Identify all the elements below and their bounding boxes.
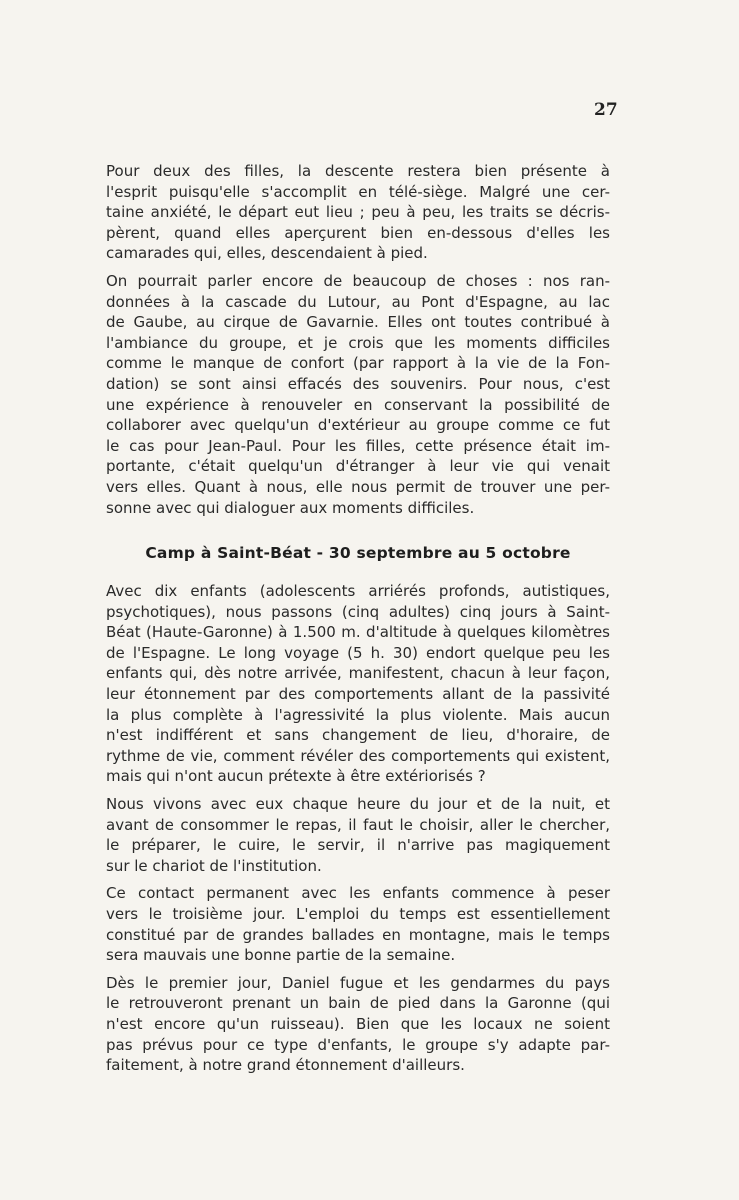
text-line: pèrent, quand elles aperçurent bien en-dessous d'elles les [106, 223, 610, 242]
text-line: portante, c'était quelqu'un d'étranger à leur vie qui venait [106, 457, 610, 476]
text-line: avant de consommer le repas, il faut le choisir, aller le chercher, [106, 815, 610, 834]
body-text [106, 161, 610, 1076]
text-line: l'ambiance du groupe, et je crois que les moments difficiles [106, 333, 610, 352]
text-line: camarades qui, elles, descendaient à pied. [106, 244, 428, 263]
text-line: une expérience à renouveler en conservant la possibilité de [106, 395, 610, 414]
paragraph [106, 161, 610, 264]
text-line: sera mauvais une bonne partie de la semaine. [106, 946, 456, 965]
text-line: comme le manque de confort (par rapport à la vie de la Fon- [106, 354, 610, 373]
text-line: rythme de vie, comment révéler des comportements qui existent, [106, 746, 610, 765]
text-line: Nous vivons avec eux chaque heure du jour et de la nuit, et [106, 795, 610, 814]
text-line: enfants qui, dès notre arrivée, manifestent, chacun à leur façon, [106, 664, 610, 683]
paragraph [106, 581, 610, 787]
text-line: le cas pour Jean-Paul. Pour les filles, cette présence était im- [106, 436, 610, 455]
page-number: 27 [594, 100, 618, 120]
paragraph [106, 883, 610, 965]
text-line: taine anxiété, le départ eut lieu ; peu à peu, les traits se décris- [106, 203, 610, 222]
text-line: Ce contact permanent avec les enfants commence à peser [106, 884, 610, 903]
text-line: l'esprit puisqu'elle s'accomplit en télé-siège. Malgré une cer- [106, 182, 610, 201]
text-line: Dès le premier jour, Daniel fugue et les gendarmes du pays [106, 973, 610, 992]
text-line: faitement, à notre grand étonnement d'ailleurs. [106, 1056, 465, 1075]
text-line: la plus complète à l'agressivité la plus violente. Mais aucun [106, 705, 610, 724]
text-line: Béat (Haute-Garonne) à 1.500 m. d'altitude à quelques kilomètres [106, 623, 610, 642]
text-line: de l'Espagne. Le long voyage (5 h. 30) endort quelque peu les [106, 643, 610, 662]
text-line: vers elles. Quant à nous, elle nous permit de trouver une per- [106, 477, 610, 496]
text-line: le retrouveront prenant un bain de pied dans la Garonne (qui [106, 994, 610, 1013]
text-line: leur étonnement par des comportements allant de la passivité [106, 685, 610, 704]
text-line: n'est indifférent et sans changement de lieu, d'horaire, de [106, 726, 610, 745]
text-line: On pourrait parler encore de beaucoup de choses : nos ran- [106, 271, 610, 290]
paragraph [106, 794, 610, 876]
text-line: Avec dix enfants (adolescents arriérés profonds, autistiques, [106, 582, 610, 601]
text-line: n'est encore qu'un ruisseau). Bien que les locaux ne soient [106, 1014, 610, 1033]
text-line: constitué par de grandes ballades en montagne, mais le temps [106, 925, 610, 944]
section-heading: Camp à Saint-Béat - 30 septembre au 5 octobre [145, 544, 571, 563]
paragraph [106, 271, 610, 518]
text-line: dation) se sont ainsi effacés des souvenirs. Pour nous, c'est [106, 374, 610, 393]
text-line: de Gaube, au cirque de Gavarnie. Elles ont toutes contribué à [106, 313, 610, 332]
text-line: mais qui n'ont aucun prétexte à être extériorisés ? [106, 767, 486, 786]
text-line: pas prévus pour ce type d'enfants, le groupe s'y adapte par- [106, 1035, 610, 1054]
paragraph [106, 973, 610, 1076]
text-line: Pour deux des filles, la descente restera bien présente à [106, 162, 610, 180]
text-line: psychotiques), nous passons (cinq adultes) cinq jours à Saint- [106, 602, 610, 621]
text-line: données à la cascade du Lutour, au Pont d'Espagne, au lac [106, 292, 610, 311]
text-line: vers le troisième jour. L'emploi du temps est essentiellement [106, 905, 610, 923]
text-line: sonne avec qui dialoguer aux moments difficiles. [106, 498, 475, 517]
text-line: le préparer, le cuire, le servir, il n'arrive pas magiquement [106, 836, 610, 855]
text-line: sur le chariot de l'institution. [106, 856, 322, 875]
text-line: collaborer avec quelqu'un d'extérieur au groupe comme ce fut [106, 416, 610, 435]
